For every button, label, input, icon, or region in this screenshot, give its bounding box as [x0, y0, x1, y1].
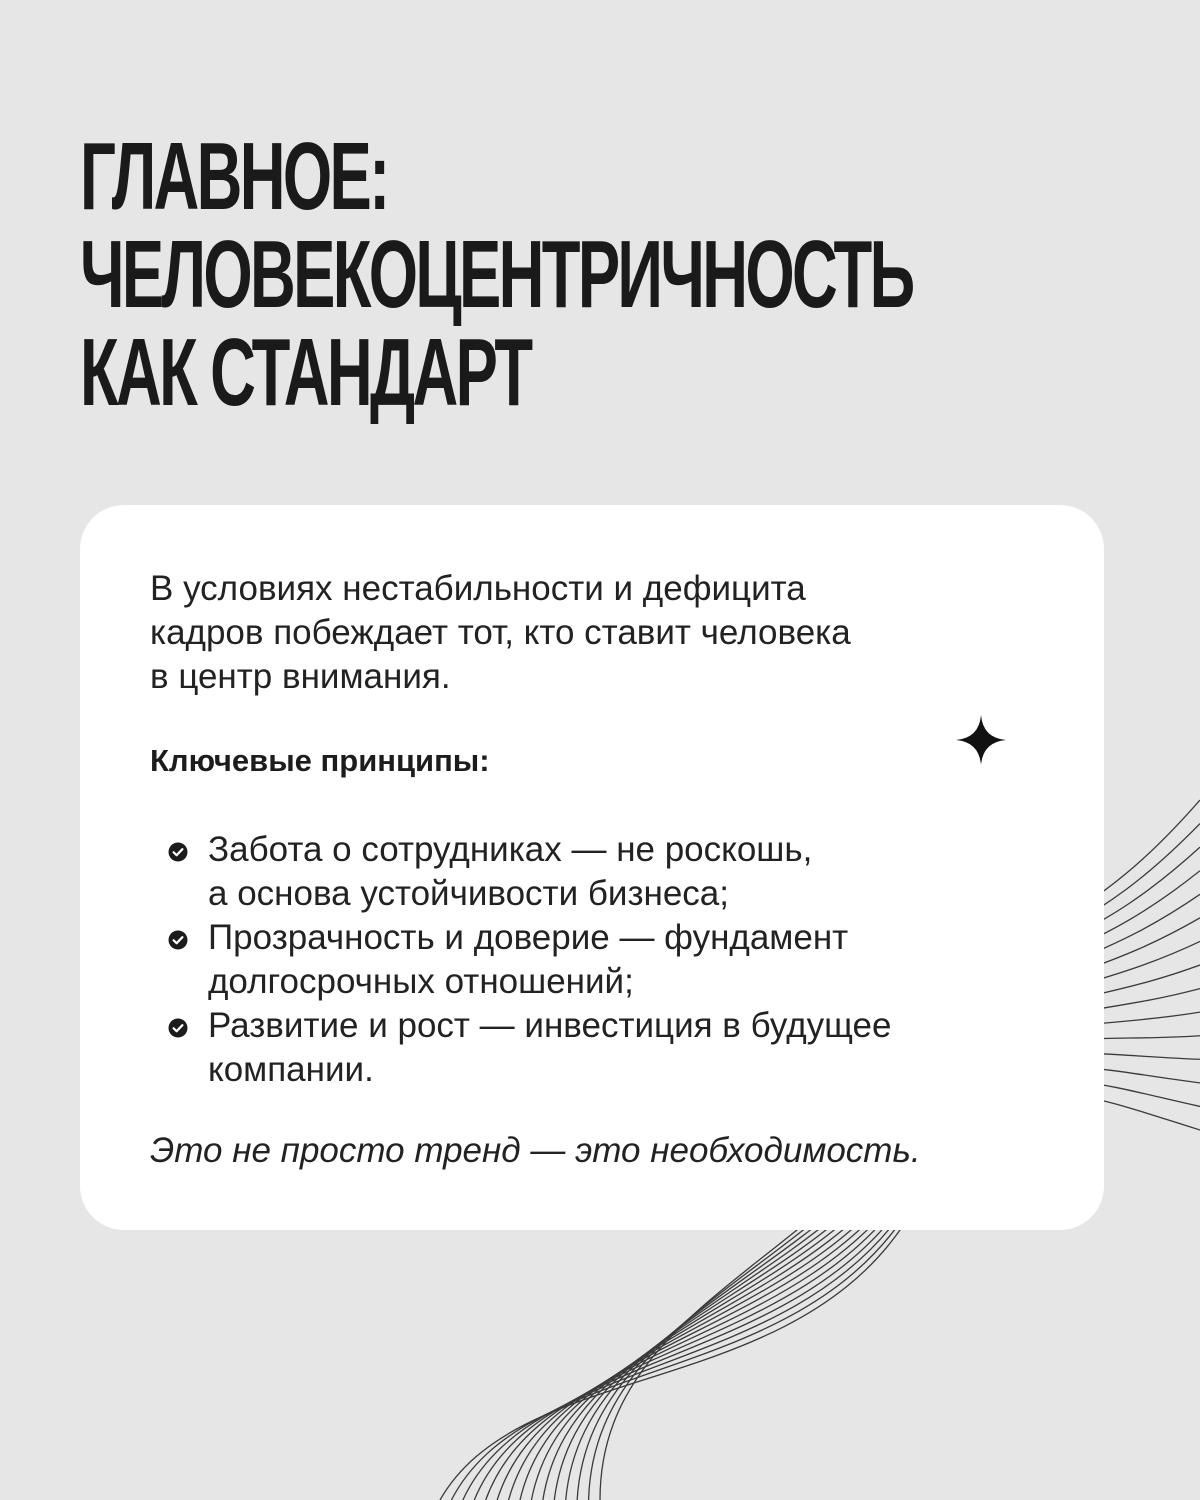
intro-line-3: в центр внимания. — [150, 657, 451, 696]
title-line-1: ГЛАВНОЕ: — [80, 123, 388, 230]
intro-line-2: кадров побеждает тот, кто ставит человека — [150, 613, 851, 652]
check-circle-icon — [168, 930, 188, 950]
closing-text: Это не просто тренд — это необходимость. — [150, 1131, 921, 1170]
principle-1-line-1: Забота о сотрудниках — не роскошь, — [208, 830, 813, 869]
principle-2-line-1: Прозрачность и доверие — фундамент — [208, 918, 849, 957]
title-line-2: ЧЕЛОВЕКОЦЕНТРИЧНОСТЬ — [80, 221, 913, 328]
sparkle-icon — [954, 713, 1008, 767]
principle-2-line-2: долгосрочных отношений; — [208, 962, 634, 1001]
list-item — [168, 828, 892, 916]
principles-heading: Ключевые принципы: — [150, 743, 490, 778]
list-item — [168, 916, 892, 1004]
page-title — [80, 123, 913, 426]
title-line-3: КАК СТАНДАРТ — [80, 319, 531, 426]
principles-list — [168, 828, 892, 1092]
list-item — [168, 1004, 892, 1092]
check-circle-icon — [168, 842, 188, 862]
content-card — [80, 505, 1104, 1230]
intro-line-1: В условиях нестабильности и дефицита — [150, 569, 806, 608]
intro-text — [150, 567, 1050, 699]
check-circle-icon — [168, 1018, 188, 1038]
principle-1-line-2: а основа устойчивости бизнеса; — [208, 874, 729, 913]
principle-3-line-2: компании. — [208, 1050, 374, 1089]
principle-3-line-1: Развитие и рост — инвестиция в будущее — [208, 1006, 892, 1045]
